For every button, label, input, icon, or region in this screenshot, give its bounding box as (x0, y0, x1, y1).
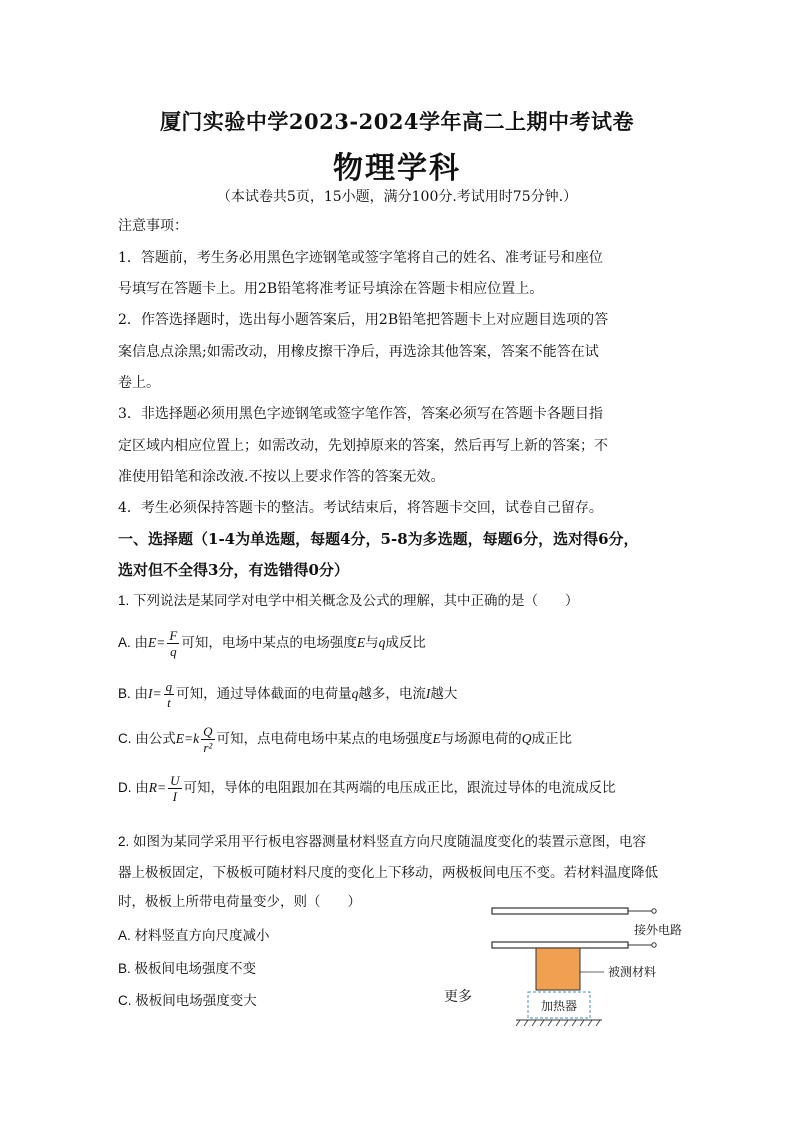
section-heading-line-2: 选对但不全得3分，有选错得0分） (118, 561, 349, 579)
note-2-line-3: 卷上。 (118, 375, 160, 391)
upper-plate (492, 908, 628, 914)
exam-info: （本试卷共5页，15小题，满分100分.考试用时75分钟.） (216, 189, 578, 205)
question-2-option-a: A. 材料竖直方向尺度减小 (118, 928, 270, 943)
lower-terminal (652, 943, 656, 947)
question-1-option-c: C. 由公式E=k $\frac{Q}{\text{r²}}$ 可知，点电荷电场中某点的电场强度E与场源电荷的Q成正比 (118, 724, 573, 755)
question-2-stem-line-2: 器上极板固定，下极板可随材料尺度的变化上下移动，两极板间电压不变。若材料温度降低 (118, 865, 658, 880)
question-2-option-b: B. 极板间电场强度不变 (118, 961, 257, 976)
section-heading-line-1: 一、选择题（1-4为单选题，每题4分，5-8为多选题，每题6分，选对得6分， (118, 530, 639, 548)
question-1-option-d: D. 由R= $\frac{U}{I}$ 可知，导体的电阻跟加在其两端的电压成正比，跟流过导体的电流成反比 (118, 773, 616, 804)
label-external-circuit: 接外电路 (634, 923, 683, 937)
note-3-line-2: 定区域内相应位置上；如需改动，先划掉原来的答案，然后再写上新的答案；不 (118, 438, 608, 454)
question-1-stem: 1. 下列说法是某同学对电学中相关概念及公式的理解，其中正确的是（ ） (118, 593, 579, 608)
note-1-line-1: 1．答题前，考生务必用黑色字迹钢笔或签字笔将自己的姓名、准考证号和座位 (118, 250, 603, 266)
notes-heading: 注意事项： (118, 218, 188, 234)
note-2-line-2: 案信息点涂黑;如需改动，用橡皮擦干净后，再选涂其他答案，答案不能答在试 (118, 344, 599, 360)
lower-plate (492, 942, 628, 948)
note-2-line-1: 2．作答选择题时，选出每小题答案后，用2B铅笔把答题卡上对应题目选项的答 (118, 312, 609, 328)
ground-hatching (516, 1020, 600, 1026)
question-2-stem-line-1: 2. 如图为某同学采用平行板电容器测量材料竖直方向尺度随温度变化的装置示意图，电容 (118, 834, 647, 849)
note-4: 4．考生必须保持答题卡的整洁。考试结束后，将答题卡交回，试卷自己留存。 (118, 500, 603, 516)
question-1-option-a: A. 由E= $\frac{F}{q}$ 可知，电场中某点的电场强度E与q成反比 (118, 628, 426, 659)
question-2-option-c: C. 极板间电场强度变大 (118, 993, 257, 1008)
note-3-line-3: 准使用铅笔和涂改液.不按以上要求作答的答案无效。 (118, 469, 445, 485)
material-block (536, 948, 580, 990)
exam-title: 厦门实验中学2023-2024学年高二上期中考试卷 (159, 109, 635, 134)
capacitor-figure (484, 900, 714, 1030)
question-2-stem-line-3: 时，极板上所带电荷量变少，则（ ） (118, 894, 361, 909)
subject-title: 物理学科 (333, 151, 461, 186)
more-link[interactable]: 更多 (444, 988, 472, 1004)
fraction: $\frac{F}{q}$ (169, 628, 178, 659)
note-3-line-1: 3．非选择题必须用黑色字迹钢笔或签字笔作答，答案必须写在答题卡各题目指 (118, 406, 603, 422)
label-material: 被测材料 (608, 965, 657, 979)
fraction: $\frac{U}{I}$ (170, 773, 180, 804)
label-heater: 加热器 (540, 999, 578, 1013)
note-1-line-2: 号填写在答题卡上。用2B铅笔将准考证号填涂在答题卡相应位置上。 (118, 281, 544, 297)
fraction: $\frac{Q}{\text{r²}}$ (203, 724, 213, 755)
fraction: $\frac{q}{t}$ (165, 679, 173, 710)
upper-terminal (652, 909, 656, 913)
question-1-option-b: B. 由I= $\frac{q}{t}$ 可知，通过导体截面的电荷量q越多，电流I越大 (118, 679, 458, 710)
